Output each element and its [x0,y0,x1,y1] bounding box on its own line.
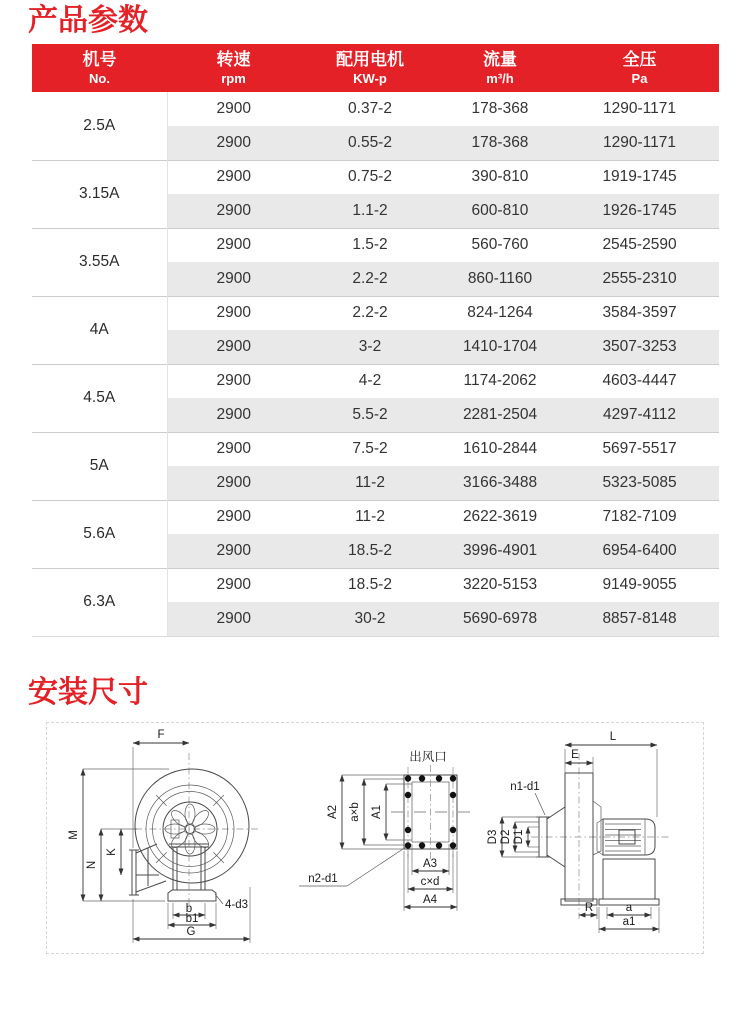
spec-cell: 30-2 [300,602,440,636]
dim-label-b: b [185,902,193,915]
spec-cell: 2900 [167,126,300,160]
spec-cell: 9149-9055 [560,568,719,602]
column-header-zh: 全压 [622,50,657,69]
dim-label-A1: A1 [371,804,383,819]
spec-cell: 2900 [216,100,251,117]
column-header-0 [32,44,167,92]
spec-cell: 2900 [167,500,300,534]
dim-label-a1: a1 [622,915,636,928]
model-cell: 5.6A [32,500,167,568]
spec-row [32,364,719,398]
fan-motor-view [487,731,669,933]
spec-cell: 11-2 [300,500,440,534]
column-header-zh: 流量 [483,50,517,69]
dim-label-A3: A3 [422,857,438,870]
spec-cell: 1.5-2 [300,228,440,262]
spec-cell: 0.37-2 [348,100,392,117]
spec-cell: 2900 [167,398,300,432]
spec-cell: 6954-6400 [560,534,719,568]
spec-cell: 2555-2310 [560,262,719,296]
spec-table-head [32,44,719,92]
dim-label-F: F [157,728,165,741]
spec-cell: 3584-3597 [560,296,719,330]
spec-cell: 1290-1171 [603,100,676,117]
spec-cell: 7.5-2 [300,432,440,466]
dim-label-outlet-holes: n2-d1 [308,872,338,885]
page-title-product-params: 产品参数 [28,4,148,37]
column-header-zh: 转速 [216,50,251,69]
dim-label-D3: D3 [487,829,499,844]
spec-cell: 3996-4901 [440,534,560,568]
spec-cell: 2900 [167,330,300,364]
model-cell: 2.5A [32,92,167,160]
column-header-1 [167,44,300,92]
spec-cell: 860-1160 [440,262,560,296]
spec-row [32,432,719,466]
column-header-unit: No. [89,71,110,86]
spec-cell: 560-760 [440,228,560,262]
motor-fins [605,824,641,851]
spec-cell: 3507-3253 [560,330,719,364]
spec-cell: 600-810 [440,194,560,228]
spec-cell: 178-368 [440,126,560,160]
spec-cell: 11-2 [300,466,440,500]
spec-cell: 2900 [167,568,300,602]
spec-row [32,568,719,602]
dim-label-foot-holes: 4-d3 [225,898,249,911]
installation-diagram [46,722,704,954]
column-header-zh: 机号 [82,50,117,69]
column-header-unit: m³/h [486,71,514,86]
column-header-zh: 配用电机 [336,50,404,69]
spec-cell: 2900 [167,262,300,296]
spec-cell: 3220-5153 [440,568,560,602]
fan-side-view [68,729,259,943]
dim-label-R: R [584,901,594,914]
outlet-flange-view [299,749,470,911]
dim-label-E: E [571,748,579,761]
spec-table-body [32,92,719,636]
outlet-dimensions [299,775,457,911]
dim-label-G: G [186,925,196,938]
spec-cell: 2900 [167,160,300,194]
spec-cell: 5323-5085 [560,466,719,500]
volute-outline [135,769,249,883]
spec-cell: 1.1-2 [300,194,440,228]
spec-cell: 7182-7109 [560,500,719,534]
page-title-install-dims: 安装尺寸 [28,675,148,709]
dim-label-N: N [86,860,98,869]
dim-label-K: K [106,847,118,856]
spec-cell: 2622-3619 [440,500,560,534]
spec-cell: 8857-8148 [560,602,719,636]
model-cell: 3.15A [32,160,167,228]
spec-cell: 2281-2504 [440,398,560,432]
spec-cell: 2.2-2 [300,262,440,296]
spec-cell: 4-2 [300,364,440,398]
spec-header-row [32,44,719,92]
dim-label-inlet-holes: n1-d1 [510,780,540,793]
spec-cell: 4297-4112 [560,398,719,432]
spec-cell: 1290-1171 [560,126,719,160]
spec-cell: 1610-2844 [440,432,560,466]
spec-cell: 0.55-2 [300,126,440,160]
spec-cell: 2900 [167,534,300,568]
dim-label-A2: A2 [327,804,339,819]
model-cell: 4A [32,296,167,364]
spec-row [32,92,719,126]
dim-label-M: M [68,829,80,840]
support-pedestal [168,844,216,901]
model-cell: 3.55A [32,228,167,296]
base-plate [168,890,216,901]
dim-label-b1: b1 [185,912,199,925]
spec-cell: 2900 [167,466,300,500]
model-cell: 6.3A [32,568,167,636]
spec-cell: 0.75-2 [300,160,440,194]
spec-cell: 2900 [167,228,300,262]
spec-cell: 1174-2062 [440,364,560,398]
spec-cell: 2900 [167,432,300,466]
spec-cell: 2900 [167,296,300,330]
spec-cell: 2545-2590 [560,228,719,262]
dim-label-L: L [609,730,617,743]
dim-label-D1: D1 [513,829,525,844]
spec-cell: 5690-6978 [440,602,560,636]
spec-cell: 3-2 [300,330,440,364]
column-header-2 [300,44,440,92]
dim-label-cxd: c×d [420,875,440,888]
spec-cell: 5.5-2 [300,398,440,432]
spec-cell: 2900 [167,602,300,636]
spec-cell: 18.5-2 [300,534,440,568]
model-cell: 5A [32,432,167,500]
outlet-port-label: 出风口 [409,749,447,764]
right-view-dimensions [487,731,659,933]
spec-cell: 178-368 [471,100,529,117]
spec-row [32,160,719,194]
spec-cell: 1919-1745 [560,160,719,194]
spec-cell: 1410-1704 [440,330,560,364]
motor-support-frame [561,859,659,905]
spec-cell: 5697-5517 [560,432,719,466]
spec-table [32,44,719,637]
spec-cell: 824-1264 [440,296,560,330]
spec-row [32,296,719,330]
spec-cell: 390-810 [440,160,560,194]
dim-label-D2: D2 [500,829,512,844]
column-header-3 [440,44,560,92]
column-header-unit: KW-p [353,71,387,86]
spec-cell: 2.2-2 [300,296,440,330]
spec-cell: 4603-4447 [560,364,719,398]
dim-label-a: a [625,901,633,914]
spec-cell: 3166-3488 [440,466,560,500]
dim-label-axb: a×b [349,801,361,822]
column-header-unit: rpm [221,71,246,86]
fan-dimension-drawing [47,723,703,953]
spec-row [32,228,719,262]
spec-cell: 1926-1745 [560,194,719,228]
spec-cell: 18.5-2 [300,568,440,602]
model-cell: 4.5A [32,364,167,432]
column-header-unit: Pa [631,71,648,86]
spec-cell: 2900 [167,194,300,228]
column-header-4 [560,44,719,92]
left-view-dimensions [68,729,250,943]
spec-cell: 2900 [167,364,300,398]
spec-row [32,500,719,534]
dim-label-A4: A4 [422,893,438,906]
